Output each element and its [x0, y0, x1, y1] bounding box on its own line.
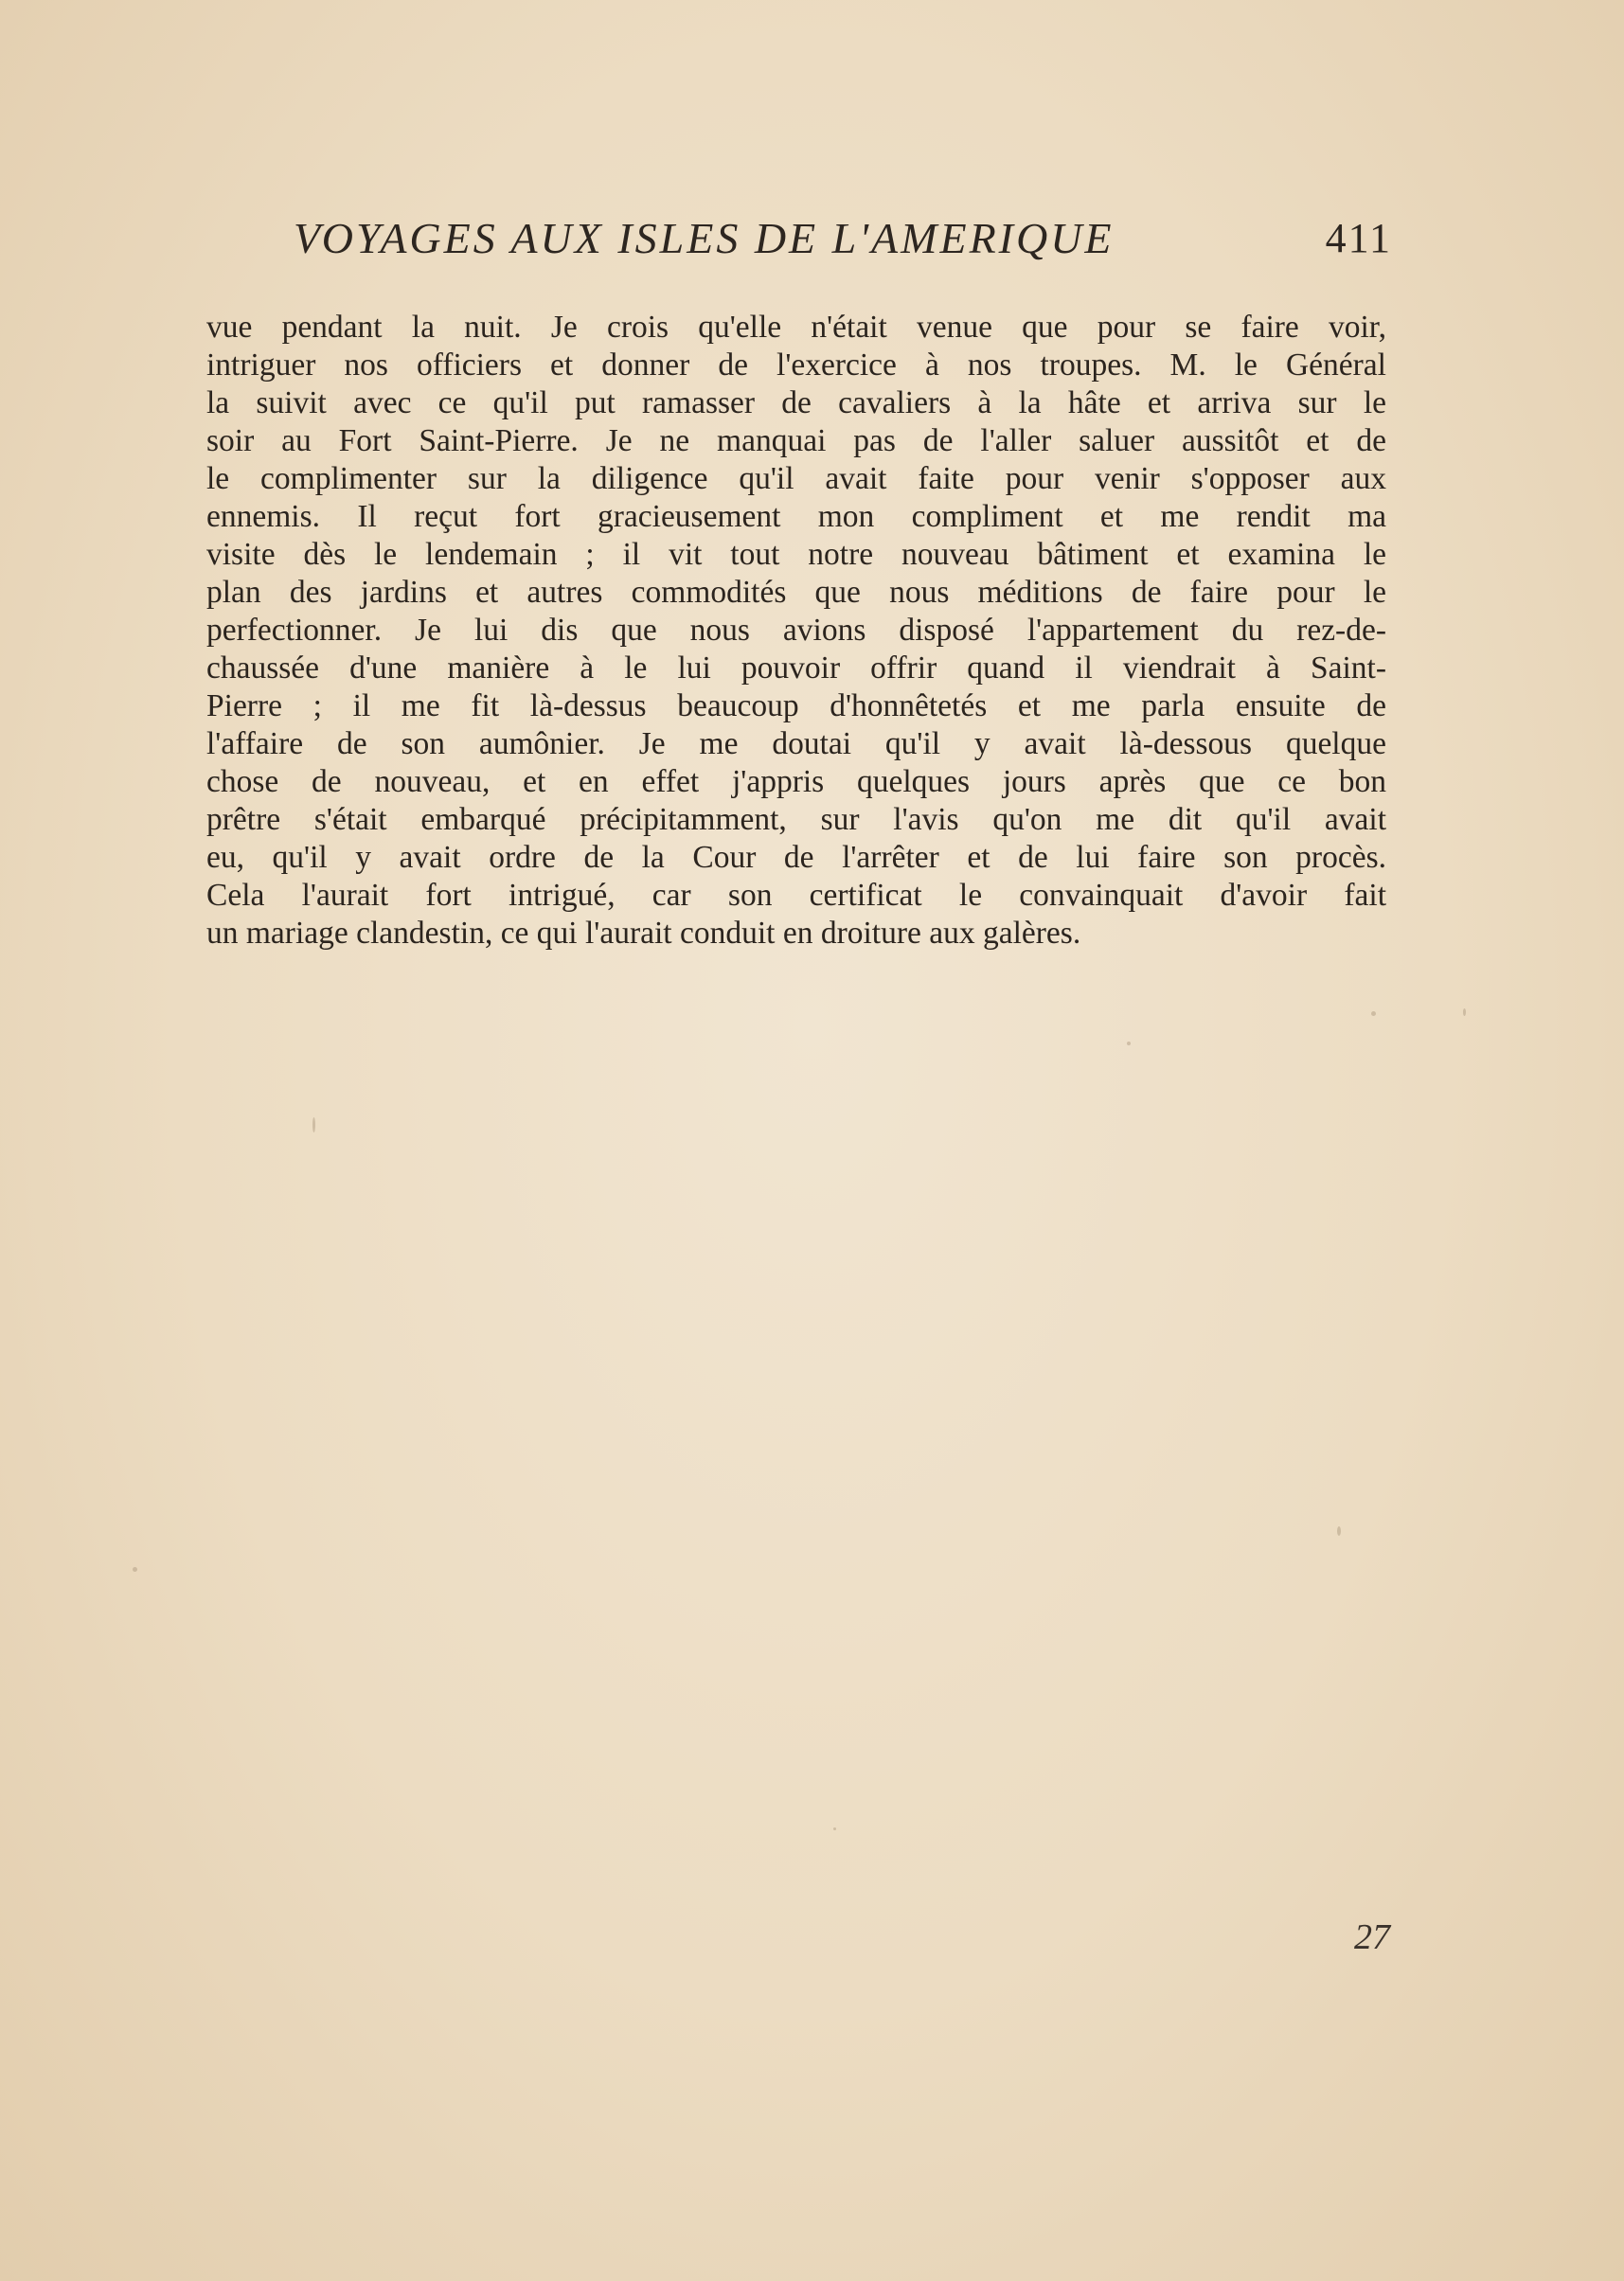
text-line: intriguer nos officiers et donner de l'exercice à nos troupes. M. le Général: [206, 347, 1386, 383]
text-line: prêtre s'était embarqué précipitamment, sur l'avis qu'on me dit qu'il avait: [206, 802, 1386, 837]
text-line: la suivit avec ce qu'il put ramasser de cavaliers à la hâte et arriva sur le: [206, 385, 1386, 420]
text-line: perfectionner. Je lui dis que nous avions disposé l'appartement du rez-de-: [206, 613, 1386, 648]
paper-speck: [1127, 1042, 1131, 1045]
text-line: l'affaire de son aumônier. Je me doutai qu'il y avait là-dessous quelque: [206, 726, 1386, 761]
text-line: soir au Fort Saint-Pierre. Je ne manquai pas de l'aller saluer aussitôt et de: [206, 423, 1386, 458]
paper-speck: [1337, 1526, 1341, 1536]
text-line: visite dès le lendemain ; il vit tout notre nouveau bâtiment et examina le: [206, 537, 1386, 572]
paper-speck: [312, 1117, 315, 1132]
text-line: un mariage clandestin, ce qui l'aurait conduit en droiture aux galères.: [206, 916, 1081, 951]
text-line: eu, qu'il y avait ordre de la Cour de l'arrêter et de lui faire son procès.: [206, 840, 1386, 875]
paper-speck: [133, 1567, 137, 1572]
text-line: le complimenter sur la diligence qu'il avait faite pour venir s'opposer aux: [206, 461, 1386, 496]
text-line: ennemis. Il reçut fort gracieusement mon compliment et me rendit ma: [206, 499, 1386, 534]
signature-mark: 27: [1354, 1917, 1390, 1957]
page-number: 411: [1325, 215, 1392, 261]
running-title: VOYAGES AUX ISLES DE L'AMERIQUE: [294, 214, 1115, 262]
text-line: Pierre ; il me fit là-dessus beaucoup d'honnêtetés et me parla ensuite de: [206, 688, 1386, 723]
text-line: Cela l'aurait fort intrigué, car son certificat le convainquait d'avoir fait: [206, 878, 1386, 913]
text-line: vue pendant la nuit. Je crois qu'elle n'était venue que pour se faire voir,: [206, 310, 1386, 345]
text-line: plan des jardins et autres commodités que nous méditions de faire pour le: [206, 575, 1386, 610]
text-line: chose de nouveau, et en effet j'appris quelques jours après que ce bon: [206, 764, 1386, 799]
paper-speck: [833, 1827, 836, 1830]
running-header: [284, 210, 1392, 267]
paper-speck: [1463, 1008, 1466, 1016]
body-text: [206, 309, 1386, 953]
paper-speck: [1371, 1011, 1376, 1016]
text-line: chaussée d'une manière à le lui pouvoir offrir quand il viendrait à Saint-: [206, 650, 1386, 686]
